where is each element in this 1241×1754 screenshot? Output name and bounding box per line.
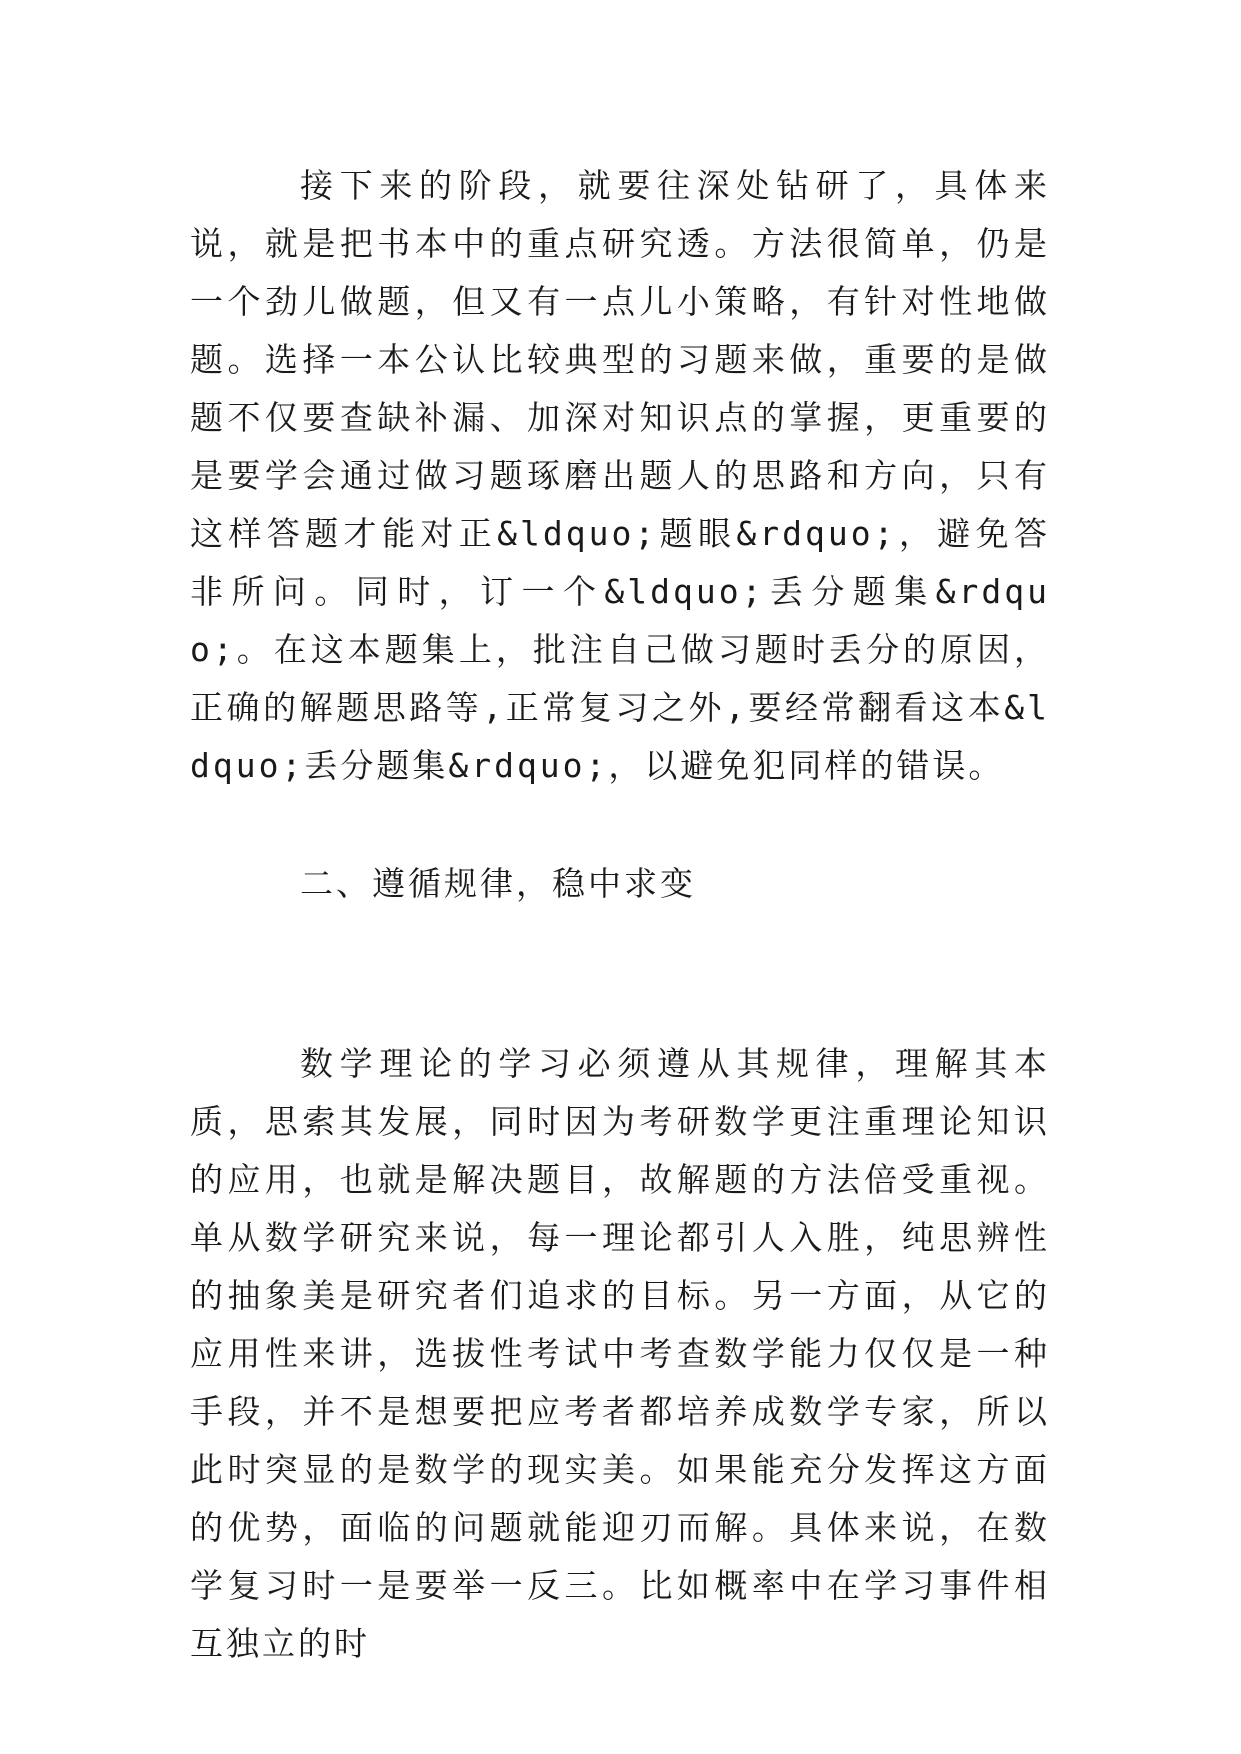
body-paragraph: 数学理论的学习必须遵从其规律，理解其本质，思索其发展，同时因为考研数学更注重理论知识的应用，也就是解决题目，故解题的方法倍受重视。单从数学研究来说，每一理论都引人入胜，纯思辨性的抽象美是研究者们追求的目标。另一方面，从它的应用性来讲，选拔性考试中考查数学能力仅仅是一种手段，并不是想要把应考者都培养成数学专家，所以此时突显的是数学的现实美。如果能充分发挥这方面的优势，面临的问题就能迎刃而解。具体来说，在数学复习时一是要举一反三。比如概率中在学习事件相互独立的时 xyxy=(190,1044,1050,1663)
body-paragraph: 接下来的阶段，就要往深处钻研了，具体来说，就是把书本中的重点研究透。方法很简单，仍是一个劲儿做题，但又有一点儿小策略，有针对性地做题。选择一本公认比较典型的习题来做，重要的是做题不仅要查缺补漏、加深对知识点的掌握，更重要的是要学会通过做习题琢磨出题人的思路和方向，只有这样答题才能对正&ldquo;题眼&rdquo;，避免答非所问。同时，订一个&ldquo;丢分题集&rdquo;。在这本题集上，批注自己做习题时丢分的原因，正确的解题思路等,正常复习之外,要经常翻看这本&ldquo;丢分题集&rdquo;，以避免犯同样的错误。 xyxy=(190,166,1050,785)
section-heading: 二、遵循规律，稳中求变 xyxy=(300,864,696,903)
